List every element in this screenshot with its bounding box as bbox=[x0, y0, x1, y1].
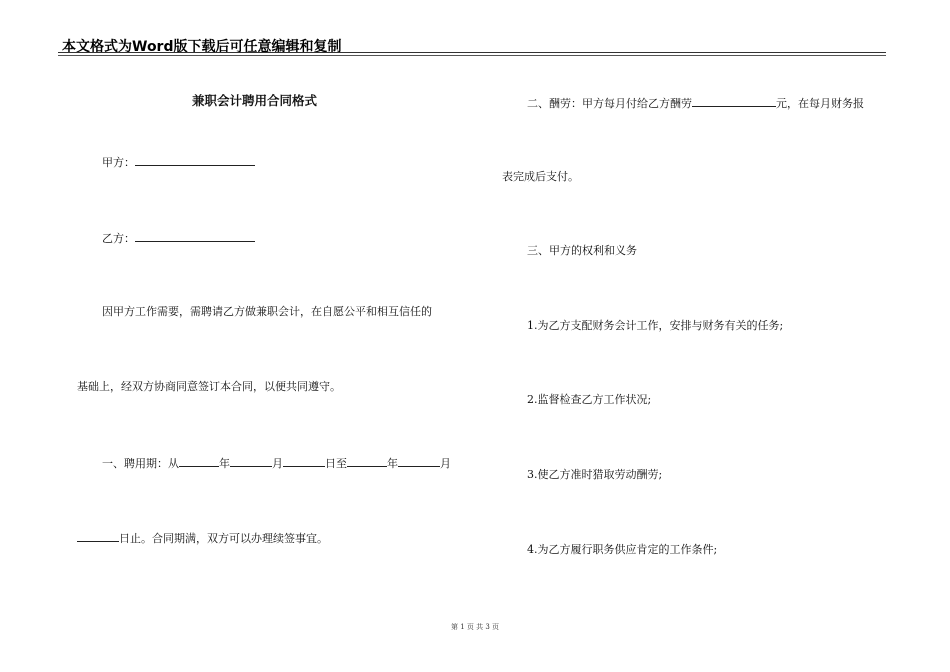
rights-item-2: 2.监督检查乙方工作状况; bbox=[527, 393, 652, 406]
term-month2-label: 月 bbox=[440, 457, 451, 470]
rights-item-1: 1.为乙方支配财务会计工作，安排与财务有关的任务; bbox=[527, 319, 784, 332]
term-line bbox=[102, 455, 451, 471]
pay-suffix: 元，在每月财务报 bbox=[776, 97, 864, 110]
party-a-blank bbox=[135, 154, 255, 166]
document-banner: 本文格式为Word版下载后可任意编辑和复制 bbox=[62, 39, 342, 55]
term-end-line bbox=[77, 530, 328, 546]
term-end-year-blank bbox=[347, 455, 387, 467]
term-year-label: 年 bbox=[219, 457, 230, 470]
term-end-month-blank bbox=[398, 455, 440, 467]
term-start-year-blank bbox=[179, 455, 219, 467]
term-day-to-label: 日至 bbox=[325, 457, 347, 470]
party-b-label: 乙方： bbox=[102, 232, 135, 245]
term-month-label: 月 bbox=[272, 457, 283, 470]
pay-line-1 bbox=[527, 95, 864, 111]
term-end-day-blank bbox=[77, 530, 119, 542]
party-a-label: 甲方： bbox=[102, 156, 135, 169]
term-label: 一、聘用期：从 bbox=[102, 457, 179, 470]
header-rule-thin bbox=[58, 55, 886, 56]
intro-paragraph-line-1: 因甲方工作需要，需聘请乙方做兼职会计，在自愿公平和相互信任的 bbox=[102, 305, 432, 318]
party-b-line bbox=[102, 230, 255, 246]
party-a-line bbox=[102, 154, 255, 170]
term-end-text: 日止。合同期满，双方可以办理续签事宜。 bbox=[119, 532, 328, 545]
party-b-blank bbox=[135, 230, 255, 242]
pay-amount-blank bbox=[692, 95, 776, 107]
intro-paragraph-line-2: 基础上，经双方协商同意签订本合同，以便共同遵守。 bbox=[77, 380, 341, 393]
header-rule bbox=[58, 52, 886, 53]
pay-label: 二、酬劳：甲方每月付给乙方酬劳 bbox=[527, 97, 692, 110]
pay-line-2: 表完成后支付。 bbox=[502, 170, 579, 183]
page-number: 第 1 页 共 3 页 bbox=[450, 623, 500, 631]
term-start-month-blank bbox=[230, 455, 272, 467]
contract-title: 兼职会计聘用合同格式 bbox=[192, 93, 318, 108]
term-start-day-blank bbox=[283, 455, 325, 467]
rights-item-4: 4.为乙方履行职务供应肯定的工作条件; bbox=[527, 543, 718, 556]
rights-item-3: 3.使乙方准时猎取劳动酬劳; bbox=[527, 468, 663, 481]
term-year2-label: 年 bbox=[387, 457, 398, 470]
rights-heading: 三、甲方的权利和义务 bbox=[527, 244, 637, 257]
